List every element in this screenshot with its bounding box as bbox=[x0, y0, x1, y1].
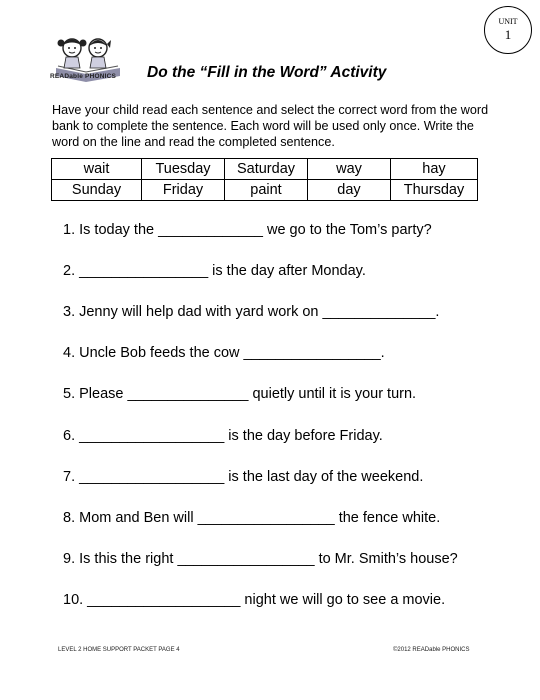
unit-badge bbox=[484, 6, 532, 54]
word-bank-row bbox=[52, 159, 478, 180]
question-5: 5. Please _______________ quietly until it is your turn. bbox=[63, 386, 417, 402]
word-bank-cell: Friday bbox=[142, 180, 225, 201]
question-4: 4. Uncle Bob feeds the cow _________________. bbox=[63, 345, 385, 361]
word-bank-table bbox=[51, 158, 478, 201]
word-bank-row bbox=[52, 180, 478, 201]
word-bank-cell: way bbox=[308, 159, 391, 180]
word-bank-cell: hay bbox=[391, 159, 478, 180]
word-bank-cell: day bbox=[308, 180, 391, 201]
word-bank-cell: Thursday bbox=[391, 180, 478, 201]
word-bank-cell: paint bbox=[225, 180, 308, 201]
word-bank-cell: Sunday bbox=[52, 180, 142, 201]
question-7: 7. __________________ is the last day of the weekend. bbox=[63, 469, 424, 485]
question-8: 8. Mom and Ben will _________________ the fence white. bbox=[63, 510, 441, 526]
instructions: Have your child read each sentence and select the correct word from the word bank to complete the sentence. Each word will be used only once. Write the word on the line and read the completed sentence. bbox=[52, 103, 489, 149]
unit-number: 1 bbox=[504, 27, 512, 42]
word-bank-cell: wait bbox=[52, 159, 142, 180]
logo-text: READable PHONICS bbox=[50, 73, 117, 80]
question-2: 2. ________________ is the day after Monday. bbox=[63, 263, 366, 279]
question-3: 3. Jenny will help dad with yard work on ______________. bbox=[63, 304, 440, 320]
question-9: 9. Is this the right _________________ to Mr. Smith’s house? bbox=[63, 551, 458, 567]
footer-right: ©2012 READable PHONICS bbox=[393, 647, 470, 653]
unit-label: UNIT bbox=[498, 17, 518, 26]
footer-left: LEVEL 2 HOME SUPPORT PACKET PAGE 4 bbox=[58, 647, 180, 653]
word-bank-cell: Saturday bbox=[225, 159, 308, 180]
question-10: 10. ___________________ night we will go to see a movie. bbox=[63, 592, 446, 608]
question-6: 6. __________________ is the day before Friday. bbox=[63, 428, 383, 444]
page-title: Do the “Fill in the Word” Activity bbox=[147, 64, 387, 81]
question-1: 1. Is today the _____________ we go to the Tom’s party? bbox=[63, 222, 432, 238]
word-bank-cell: Tuesday bbox=[142, 159, 225, 180]
